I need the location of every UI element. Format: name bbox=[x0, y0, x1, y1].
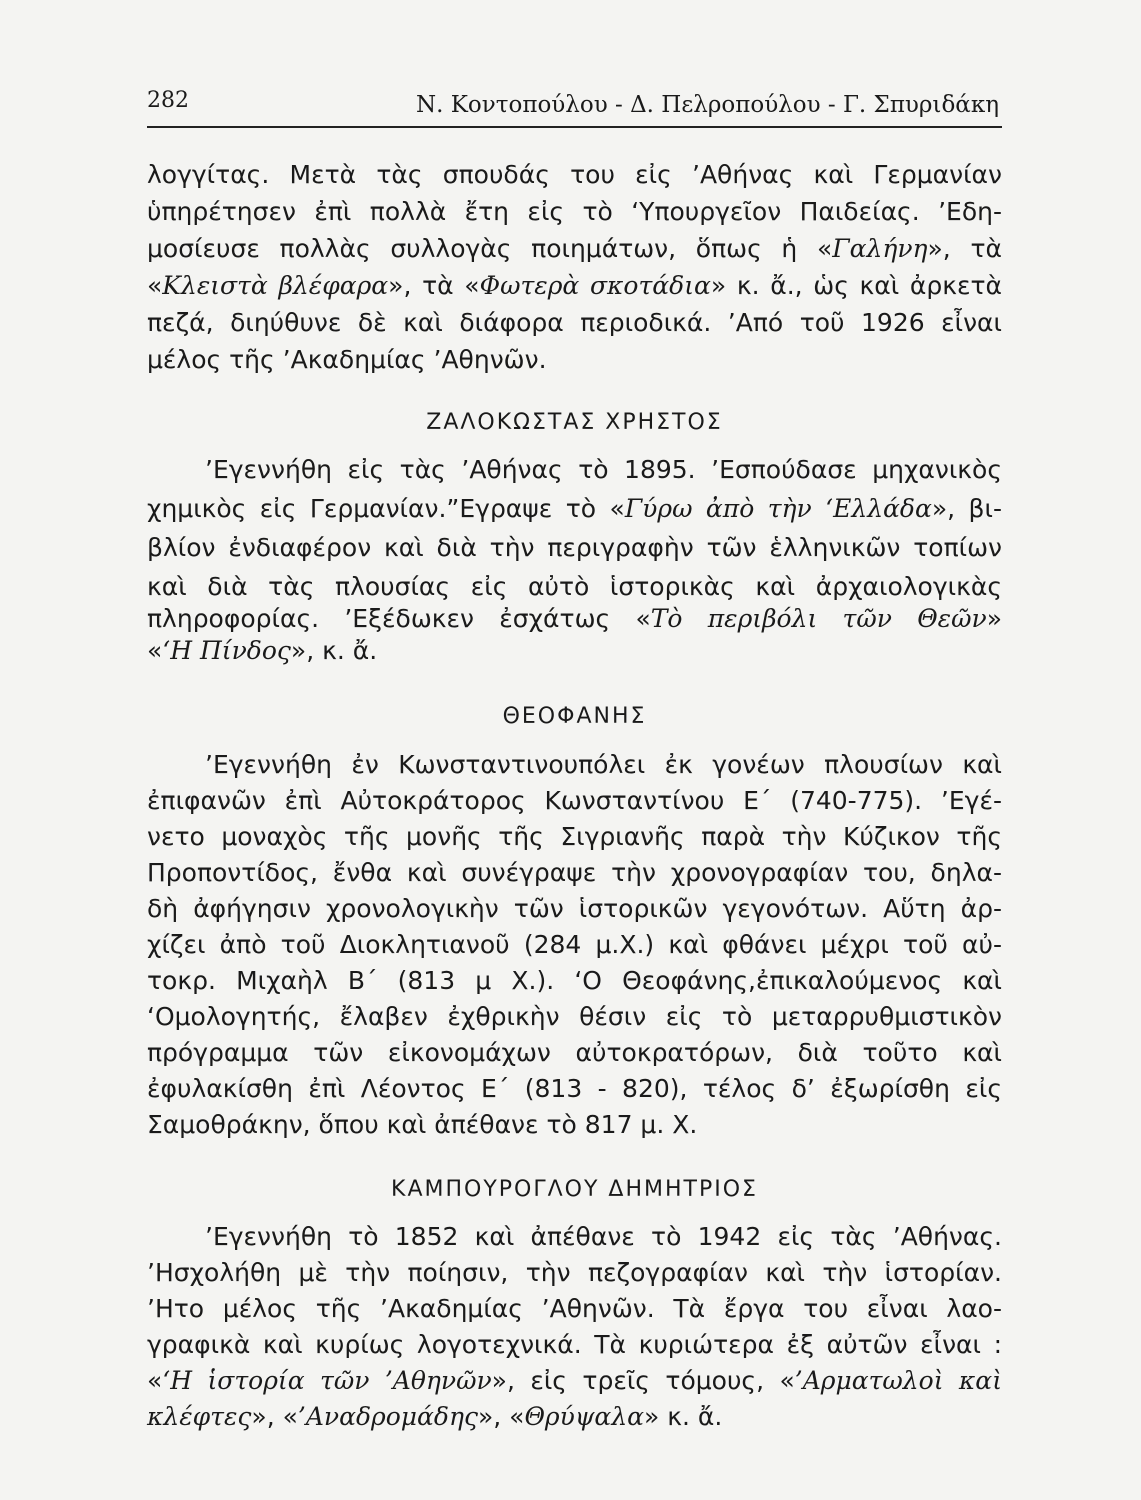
section-heading: ΖΑΛΟΚΩΣΤΑΣ ΧΡΗΣΤΟΣ bbox=[426, 410, 723, 435]
text-line: «‘Η ἱστορία τῶν ’Αθηνῶν», εἰς τρεῖς τόμους, «’Αρματωλοὶ καὶ bbox=[147, 1366, 1002, 1395]
text-line: ’Ησχολήθη μὲ τὴν ποίησιν, τὴν πεζογραφίαν καὶ τὴν ἱστορίαν. bbox=[147, 1258, 1002, 1287]
text-line: ’Ητο μέλος τῆς ’Ακαδημίας ’Αθηνῶν. Τὰ ἔργα του εἶναι λαο- bbox=[147, 1294, 1002, 1323]
book-title: ’Αναδρομάδης bbox=[297, 1402, 478, 1431]
text-line: λογγίτας. Μετὰ τὰς σπουδάς του εἰς ’Αθήνας καὶ Γερμανίαν bbox=[147, 160, 1002, 189]
text-line: ’Εγεννήθη εἰς τὰς ’Αθήνας τὸ 1895. ’Εσπούδασε μηχανικὸς bbox=[205, 455, 1002, 484]
text-line: ’Εγεννήθη τὸ 1852 καὶ ἀπέθανε τὸ 1942 εἰς τὰς ’Αθήνας. bbox=[205, 1222, 1002, 1251]
page-number: 282 bbox=[147, 88, 189, 113]
running-header bbox=[147, 88, 999, 128]
text-line: γραφικὰ καὶ κυρίως λογοτεχνικά. Τὰ κυριώτερα ἐξ αὐτῶν εἶναι : bbox=[147, 1330, 1002, 1359]
book-title: Γαλήνη bbox=[832, 234, 928, 263]
text-line: ἐφυλακίσθη ἐπὶ Λέοντος Ε΄ (813 - 820), τέλος δ’ ἐξωρίσθη εἰς bbox=[147, 1074, 1002, 1103]
text-line: καὶ διὰ τὰς πλουσίας εἰς αὐτὸ ἱστορικὰς καὶ ἀρχαιολογικὰς bbox=[147, 572, 1002, 601]
text-line: πρόγραμμα τῶν εἰκονομάχων αὐτοκρατόρων, διὰ τοῦτο καὶ bbox=[147, 1038, 1002, 1067]
text-line: μέλος τῆς ’Ακαδημίας ’Αθηνῶν. bbox=[147, 345, 547, 374]
text-line: ’Εγεννήθη ἐν Κωνσταντινουπόλει ἐκ γονέων πλουσίων καὶ bbox=[205, 750, 1002, 779]
book-title: Γύρω ἀπὸ τὴν ‘Ελλάδα bbox=[624, 494, 932, 523]
text-line: ‘Ομολογητής, ἔλαβεν ἐχθρικὴν θέσιν εἰς τὸ μεταρρυθμιστικὸν bbox=[147, 1002, 1002, 1031]
text-line: «Κλειστὰ βλέφαρα», τὰ «Φωτερὰ σκοτάδια» κ. ἄ., ὡς καὶ ἀρκετὰ bbox=[147, 271, 1002, 300]
book-title: ’Αρματωλοὶ καὶ bbox=[794, 1366, 1002, 1395]
book-title: ‘Η ἱστορία τῶν ’Αθηνῶν bbox=[162, 1366, 492, 1395]
text-line: βλίον ἐνδιαφέρον καὶ διὰ τὴν περιγραφὴν τῶν ἑλληνικῶν τοπίων bbox=[147, 533, 1002, 562]
book-title: Φωτερὰ σκοτάδια bbox=[479, 271, 711, 300]
text-line: Σαμοθράκην, ὅπου καὶ ἀπέθανε τὸ 817 μ. Χ. bbox=[147, 1110, 698, 1139]
book-title: κλέφτες bbox=[147, 1402, 252, 1431]
text-line: νετο μοναχὸς τῆς μονῆς τῆς Σιγριανῆς παρὰ τὴν Κύζικον τῆς bbox=[147, 822, 1002, 851]
text-line: δὴ ἀφήγησιν χρονολογικὴν τῶν ἱστορικῶν γεγονότων. Αὕτη ἀρ- bbox=[147, 894, 1002, 923]
text-line: μοσίευσε πολλὰς συλλογὰς ποιημάτων, ὅπως ἡ «Γαλήνη», τὰ bbox=[147, 234, 1002, 263]
text-line: τοκρ. Μιχαὴλ Β΄ (813 μ Χ.). ‘Ο Θεοφάνης,ἐπικαλούμενος καὶ bbox=[147, 966, 1002, 995]
text-line: πεζά, διηύθυνε δὲ καὶ διάφορα περιοδικά. ’Από τοῦ 1926 εἶναι bbox=[147, 308, 1002, 337]
running-title-authors: Ν. Κοντοπούλου - Δ. Πελροπούλου - Γ. Σπυριδάκη bbox=[416, 92, 999, 118]
text-line: κλέφτες», «’Αναδρομάδης», «Θρύψαλα» κ. ἄ. bbox=[147, 1402, 723, 1431]
text-line: ἐπιφανῶν ἐπὶ Αὐτοκράτορος Κωνσταντίνου Ε΄ (740-775). ’Εγέ- bbox=[147, 786, 1002, 815]
text-line: χημικὸς εἰς Γερμανίαν.”Εγραψε τὸ «Γύρω ἀπὸ τὴν ‘Ελλάδα», βι- bbox=[147, 494, 1002, 523]
book-title: ‘Η Πίνδος bbox=[162, 636, 291, 665]
header-rule bbox=[147, 126, 1002, 128]
book-title: Θρύψαλα bbox=[524, 1402, 645, 1431]
text-line: «‘Η Πίνδος», κ. ἄ. bbox=[147, 636, 378, 665]
section-heading: ΘΕΟΦΑΝΗΣ bbox=[502, 704, 647, 729]
text-line: πληροφορίας. ’Εξέδωκεν ἐσχάτως «Τὸ περιβόλι τῶν Θεῶν» bbox=[147, 604, 1002, 633]
text-line: ὑπηρέτησεν ἐπὶ πολλὰ ἔτη εἰς τὸ ‘Υπουργεῖον Παιδείας. ’Εδη- bbox=[147, 197, 1002, 226]
text-line: Προποντίδος, ἔνθα καὶ συνέγραψε τὴν χρονογραφίαν του, δηλα- bbox=[147, 858, 1002, 887]
book-title: Τὸ περιβόλι τῶν Θεῶν bbox=[650, 604, 987, 633]
section-heading: ΚΑΜΠΟΥΡΟΓΛΟΥ ΔΗΜΗΤΡΙΟΣ bbox=[391, 1177, 758, 1202]
book-title: Κλειστὰ βλέφαρα bbox=[162, 271, 389, 300]
text-line: χίζει ἀπὸ τοῦ Διοκλητιανοῦ (284 μ.Χ.) καὶ φθάνει μέχρι τοῦ αὐ- bbox=[147, 930, 1002, 959]
